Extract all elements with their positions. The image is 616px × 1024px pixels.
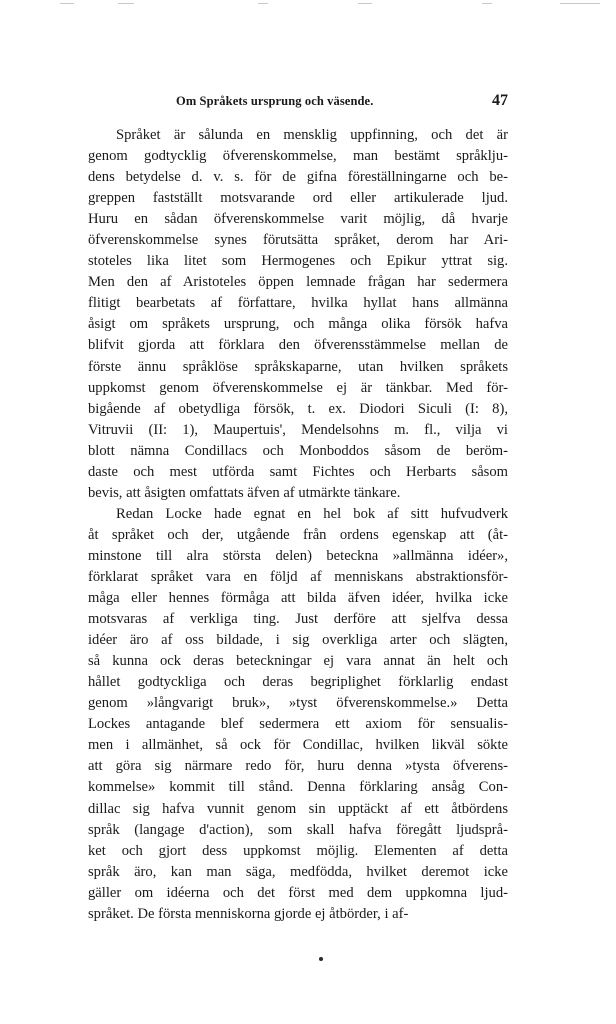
text-line: daste och mest utförda samt Fichtes och Herbarts såsom (88, 463, 508, 480)
text-line: kommelse» kommit till stånd. Denna förklaring ansåg Con- (88, 779, 508, 796)
text-line: språket. De första menniskorna gjorde ej åtbörder, i af- (88, 905, 409, 922)
paragraph (88, 125, 508, 504)
text-line: Vitruvii (II: 1), Maupertuis', Mendelsohns m. fl., vilja vi (88, 421, 508, 438)
text-line: hållet godtyckliga och deras begriplighet förklarlig endast (88, 674, 508, 691)
text-line: idéer äro af oss bildade, i sig overkliga arter och slägten, (88, 632, 508, 649)
text-line: språk äro, kan man säga, medfödda, hvilket deremot icke (88, 863, 508, 880)
scan-artifact (258, 3, 268, 4)
running-head (148, 92, 508, 112)
text-line: språk (langage d'action), som skall hafva föregått ljudsprå- (88, 821, 508, 838)
text-line: dillac sig hafva vunnit genom sin upptäckt af ett åtbördens (88, 800, 508, 817)
text-line: uppkomst genom öfverenskommelse ej är tänkbar. Med för- (88, 379, 508, 396)
paragraph (88, 504, 508, 925)
text-line: Språket är sålunda en mensklig uppfinning, och det är (116, 127, 508, 143)
running-title: Om Språkets ursprung och väsende. (176, 94, 374, 108)
text-line: genom »långvarigt bruk», »tyst öfverenskommelse.» Detta (88, 695, 508, 712)
scan-artifact (358, 3, 372, 4)
text-line: blifvit gjorda att förklara den öfverensstämmelse mellan de (88, 337, 508, 354)
text-line: gäller om idéerna och det först med dem uppkomna ljud- (88, 884, 508, 901)
text-line: stoteles lika litet som Hermogenes och Epikur yttrat sig. (88, 253, 508, 270)
body-text (88, 125, 508, 925)
text-line: men i allmänhet, så ock för Condillac, hvilken likväl sökte (88, 737, 508, 754)
text-line: öfverenskommelse synes förutsätta språket, derom har Ari- (88, 232, 508, 249)
page-number: 47 (492, 92, 508, 109)
text-line: att göra sig närmare redo för, huru denna »tysta öfverens- (88, 758, 508, 775)
text-line: bevis, att åsigten omfattats äfven af utmärkte tänkare. (88, 484, 401, 501)
text-line: dens betydelse d. v. s. för de gifna föreställningarne och be- (88, 169, 508, 186)
text-line: minstone till alra största delen) beteckna »allmänna idéer», (88, 547, 508, 564)
text-line: Men den af Aristoteles öppen lemnade frågan har sedermera (88, 274, 508, 291)
text-line: förklarat språket vara en följd af menniskans abstraktionsför- (88, 568, 508, 585)
library-watermark (412, 946, 532, 962)
text-line: bigående af obetydliga försök, t. ex. Diodori Siculi (I: 8), (88, 400, 508, 417)
scan-artifact (482, 3, 492, 4)
text-line: Lockes antagande blef sedermera ett axiom för sensualis- (88, 716, 508, 733)
text-line: greppen fastställt motsvarande ord eller artikulerade ljud. (88, 190, 508, 207)
text-line: så kunna ock deras beteckningar ej vara annat än helt och (88, 653, 508, 670)
text-line: åt språket och der, utgående från ordens egenskap att (åt- (88, 526, 508, 543)
text-line: blott nämna Condillacs och Monboddos såsom de beröm- (88, 442, 508, 459)
footer-mark (319, 957, 323, 961)
text-line: genom godtycklig öfverenskommelse, man bestämt språklju- (88, 148, 508, 165)
text-line: åsigt om språkets ursprung, och många olika försök hafva (88, 316, 508, 333)
text-line: förste ännu språklöse språkskaparne, utan hvilken språkets (88, 358, 508, 375)
text-line: ket och gjort dess uppkomst möjlig. Elementen af detta (88, 842, 508, 859)
scan-artifact (60, 3, 74, 4)
scan-artifact (118, 3, 134, 4)
text-line: motsvaras af verkliga ting. Just derföre att sjelfva dessa (88, 611, 508, 628)
text-line: måga eller hennes förmåga att bilda äfven idéer, hvilka icke (88, 590, 508, 607)
text-line: flitigt bearbetats af författare, hvilka hyllat hans allmänna (88, 295, 508, 312)
scan-artifact (560, 3, 600, 4)
text-line: Redan Locke hade egnat en hel bok af sitt hufvudverk (116, 505, 508, 522)
text-line: Huru en sådan öfverenskommelse varit möjlig, då hvarje (88, 211, 508, 228)
